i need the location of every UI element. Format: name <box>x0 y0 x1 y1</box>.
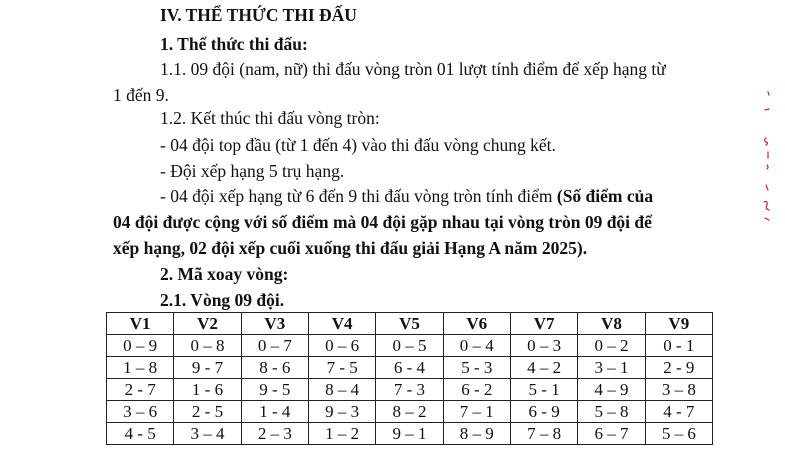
table-cell: 0 – 7 <box>241 335 308 357</box>
table-row <box>107 357 713 379</box>
table-cell: 5 - 3 <box>443 357 510 379</box>
bullet-bottom-four <box>160 185 653 207</box>
bullet-fifth-place: - Đội xếp hạng 5 trụ hạng. <box>160 161 345 181</box>
bullet-bottom-four-text: - 04 đội xếp hạng từ 6 đến 9 thi đấu vòng tròn tính điểm <box>160 186 557 206</box>
table-header-cell: V7 <box>510 313 577 335</box>
annotation-stroke <box>765 109 769 110</box>
table-cell: 1 - 4 <box>241 401 308 423</box>
table-cell: 5 – 6 <box>645 423 712 445</box>
table-header-cell: V5 <box>376 313 443 335</box>
table-cell: 8 - 6 <box>241 357 308 379</box>
table-cell: 0 – 2 <box>578 335 645 357</box>
table-row <box>107 423 713 445</box>
table-cell: 2 – 3 <box>241 423 308 445</box>
table-header-cell: V8 <box>578 313 645 335</box>
annotation-stroke <box>765 138 768 145</box>
table-cell: 4 - 7 <box>645 401 712 423</box>
table-cell: 8 – 2 <box>376 401 443 423</box>
section-title: IV. THỂ THỨC THI ĐẤU <box>160 5 357 25</box>
table-row <box>107 335 713 357</box>
bullet-bottom-four-bold-3: xếp hạng, 02 đội xếp cuối xuống thi đấu giải Hạng A năm 2025). <box>113 238 588 258</box>
table-cell: 5 – 8 <box>578 401 645 423</box>
bullet-bottom-four-bold-1: (Số điểm của <box>556 186 654 206</box>
table-cell: 1 – 8 <box>107 357 174 379</box>
bullet-bottom-four-bold-2: 04 đội được cộng với số điểm mà 04 đội gặp nhau tại vòng tròn 09 đội để <box>113 212 652 232</box>
heading-nine-team-round: 2.1. Vòng 09 đội. <box>160 290 285 310</box>
table-cell: 7 - 5 <box>308 357 375 379</box>
table-cell: 6 - 9 <box>510 401 577 423</box>
bullet-top-four: - 04 đội top đầu (từ 1 đến 4) vào thi đấu vòng chung kết. <box>160 135 556 155</box>
annotation-stroke <box>766 185 768 190</box>
table-cell: 9 – 1 <box>376 423 443 445</box>
table-header-row <box>107 313 713 335</box>
table-header-cell: V2 <box>174 313 241 335</box>
table-cell: 2 - 5 <box>174 401 241 423</box>
table-cell: 0 - 1 <box>645 335 712 357</box>
table-header-cell: V9 <box>645 313 712 335</box>
annotation-stroke <box>764 201 769 210</box>
heading-format: 1. Thể thức thi đấu: <box>160 34 308 54</box>
table-header-cell: V3 <box>241 313 308 335</box>
table-cell: 4 – 2 <box>510 357 577 379</box>
table-cell: 0 – 8 <box>174 335 241 357</box>
paragraph-1-1-line-2: 1 đến 9. <box>113 85 169 105</box>
table-cell: 0 – 6 <box>308 335 375 357</box>
table-cell: 4 - 5 <box>107 423 174 445</box>
table-cell: 5 - 1 <box>510 379 577 401</box>
table-row <box>107 401 713 423</box>
table-header-cell: V4 <box>308 313 375 335</box>
margin-annotation <box>752 90 782 240</box>
table-cell: 3 – 6 <box>107 401 174 423</box>
table-cell: 9 - 5 <box>241 379 308 401</box>
paragraph-1-1-line-1: 1.1. 09 đội (nam, nữ) thi đấu vòng tròn 01 lượt tính điểm để xếp hạng từ <box>160 59 666 79</box>
table-cell: 9 - 7 <box>174 357 241 379</box>
table-cell: 6 – 7 <box>578 423 645 445</box>
table-cell: 7 – 8 <box>510 423 577 445</box>
table-cell: 2 - 7 <box>107 379 174 401</box>
table-cell: 7 – 1 <box>443 401 510 423</box>
table-header-cell: V1 <box>107 313 174 335</box>
table-cell: 0 – 3 <box>510 335 577 357</box>
table-row <box>107 379 713 401</box>
annotation-stroke <box>765 218 769 220</box>
table-header-cell: V6 <box>443 313 510 335</box>
table-cell: 8 – 9 <box>443 423 510 445</box>
table-cell: 7 - 3 <box>376 379 443 401</box>
heading-rotation-code: 2. Mã xoay vòng: <box>160 264 289 284</box>
table-cell: 8 – 4 <box>308 379 375 401</box>
table-cell: 0 – 9 <box>107 335 174 357</box>
table-cell: 1 - 6 <box>174 379 241 401</box>
rotation-table <box>106 312 713 445</box>
table-cell: 6 - 4 <box>376 357 443 379</box>
table-cell: 3 – 1 <box>578 357 645 379</box>
table-cell: 2 - 9 <box>645 357 712 379</box>
paragraph-1-2: 1.2. Kết thúc thi đấu vòng tròn: <box>160 108 380 128</box>
table-cell: 0 – 5 <box>376 335 443 357</box>
annotation-stroke <box>767 165 768 169</box>
table-cell: 1 – 2 <box>308 423 375 445</box>
table-cell: 0 – 4 <box>443 335 510 357</box>
table-cell: 3 – 4 <box>174 423 241 445</box>
annotation-stroke <box>768 92 769 95</box>
table-cell: 6 - 2 <box>443 379 510 401</box>
table-cell: 9 – 3 <box>308 401 375 423</box>
table-cell: 3 – 8 <box>645 379 712 401</box>
table-cell: 4 – 9 <box>578 379 645 401</box>
